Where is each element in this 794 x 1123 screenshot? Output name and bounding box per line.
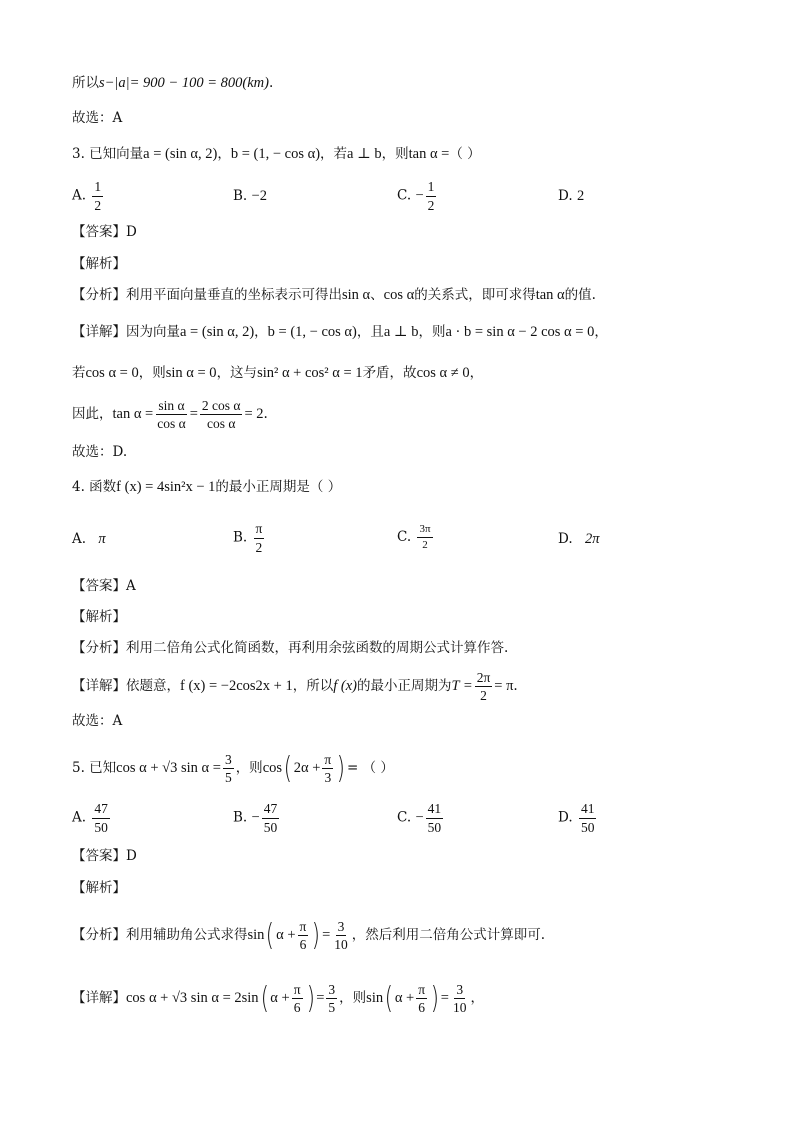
fraction [416, 983, 427, 1015]
denominator: 2 [480, 688, 487, 703]
math-expression: sin [247, 927, 265, 943]
fraction [332, 920, 350, 952]
text: 、 [370, 287, 384, 303]
tag: 【分析】 [72, 927, 126, 943]
answer-line: 【答案】D [72, 848, 137, 864]
text: ， [217, 146, 231, 162]
numerator: 3 [223, 753, 234, 770]
text: ， [594, 324, 608, 340]
answer-line: 【答案】D [72, 224, 137, 240]
sign: − [251, 809, 260, 826]
choice-b [233, 522, 266, 554]
math-expression: sin α [342, 287, 371, 303]
fraction [92, 180, 103, 212]
contradiction-line [72, 364, 483, 382]
detail-line [72, 668, 518, 704]
choice-a [72, 802, 112, 834]
denominator: 50 [580, 819, 595, 835]
tag: 【分析】 [72, 287, 126, 303]
fraction [155, 399, 187, 431]
denominator: cos α [206, 416, 236, 431]
answer-line: 【答案】A [72, 578, 136, 594]
tag: 【详解】 [72, 324, 126, 340]
choice-label: A. [72, 187, 87, 204]
question-lead: 3. 已知向量 [72, 146, 144, 162]
numerator: 2 cos α [200, 399, 243, 416]
math-expression: sin α = 0 [165, 365, 217, 381]
choice-value: −2 [251, 188, 267, 204]
text: 的值. [564, 287, 596, 303]
text: ，则 [138, 365, 166, 381]
question-lead: 5. 已知 [72, 760, 117, 776]
math-expression: a · b = sin α − 2 cos α = 0 [445, 324, 595, 340]
text: ，所以 [292, 678, 334, 694]
math-expression: f (x) = 4sin²x − 1 [116, 479, 216, 495]
math-expression: f (x) [333, 678, 357, 694]
fraction [298, 920, 309, 952]
choice-value: 2π [584, 531, 600, 547]
math-expression: sin [366, 990, 384, 1006]
text: 依题意， [126, 678, 180, 694]
numerator: π [298, 920, 309, 937]
choice-d [558, 802, 598, 834]
fraction [92, 802, 110, 834]
math-expression: = [316, 990, 325, 1006]
fraction [475, 671, 493, 703]
question-4 [72, 478, 341, 496]
denominator: 2 [255, 539, 263, 555]
numerator: π [254, 522, 265, 539]
numerator: 47 [92, 802, 110, 819]
denominator: 5 [224, 770, 232, 785]
text: ，且 [356, 324, 384, 340]
text: ， [469, 365, 484, 381]
math-expression: cos α ≠ 0 [416, 365, 470, 381]
text: 因此， [72, 406, 113, 422]
math-expression: = [440, 990, 449, 1006]
question-3 [72, 145, 481, 163]
choice-label: A. [72, 531, 87, 547]
sign: − [415, 187, 424, 204]
choice-label: B. [233, 529, 248, 546]
fraction [417, 524, 432, 551]
choice-c [397, 180, 438, 212]
choice-value: π [98, 531, 106, 547]
math-expression: α + [394, 990, 415, 1006]
denominator: 5 [328, 1000, 336, 1015]
text: ，若 [320, 146, 348, 162]
answer-blank: （ ） [449, 146, 481, 162]
denominator: 10 [452, 1000, 467, 1015]
select-line: 故选：A [72, 713, 123, 729]
fraction [579, 802, 597, 834]
text: ， [254, 324, 268, 340]
numerator: 3 [326, 983, 337, 1000]
denominator: cos α [157, 416, 186, 431]
math-expression: α + [276, 927, 296, 943]
math-expression: s−|a|= 900 − 100 = 800(km) [99, 75, 269, 91]
choice-c [397, 524, 435, 551]
math-expression: b = (1, − cos α) [230, 146, 321, 162]
sign: − [415, 809, 424, 826]
detail-line: 【详解】cos α + √3 sin α = 2sin( α + $\frac{\pi}{6}$ ) = $\frac{3}{5}$ ，则sin( α + $\frac{\pi}{6}$ ) = $\frac{3}{10}$ ， [72, 980, 484, 1016]
text: . [513, 678, 518, 694]
choice-b [233, 187, 267, 205]
denominator: 50 [263, 819, 278, 835]
fraction [426, 802, 444, 834]
math-expression: sin² α + cos² α = 1 [257, 365, 363, 381]
answer-blank: = （ ） [346, 760, 394, 776]
math-expression: a = (sin α, 2) [180, 324, 255, 340]
question-lead: 4. 函数 [72, 479, 117, 495]
denominator: 3 [324, 770, 332, 785]
math-expression: α + [270, 990, 290, 1006]
choice-label: B. [233, 809, 248, 826]
math-expression: cos α [383, 287, 415, 303]
therefore-line: 因此，tan α = $\frac{\text{sin α}}{\text{cos α}}$ = $\frac{\text{2 cos α}}{\text{cos α}}$ = 2. [72, 397, 268, 431]
text: 若 [72, 365, 86, 381]
text: 利用辅助角公式求得 [126, 927, 248, 943]
denominator: 50 [427, 819, 442, 835]
math-expression: cos α + √3 sin α = [116, 760, 221, 776]
tag: 【详解】 [72, 678, 126, 694]
math-expression: a ⊥ b [347, 146, 382, 162]
analysis-line: 【分析】利用辅助角公式求得sin( α + $\frac{\pi}{6}$ ) = $\frac{3}{10}$ ，然后利用二倍角公式计算即可. [72, 917, 546, 953]
choice-a [72, 530, 106, 548]
text: 的关系式，即可求得 [414, 287, 536, 303]
numerator: 41 [579, 802, 597, 819]
numerator: 47 [262, 802, 280, 819]
text: . [263, 406, 268, 422]
numerator: 1 [426, 180, 437, 197]
denominator: 2 [94, 197, 102, 213]
text: . [268, 75, 274, 91]
fraction [223, 753, 234, 785]
text: ，则 [235, 760, 263, 776]
denominator: 2 [427, 197, 435, 213]
numerator: 3π [417, 524, 432, 538]
math-expression: T = [451, 678, 473, 694]
choice-b [233, 802, 281, 834]
detail-line [72, 323, 608, 341]
numerator: 1 [92, 180, 103, 197]
question-5: 5. 已知cos α + √3 sin α = $\frac{3}{5}$ ，则cos( 2α + $\frac{\pi}{3}$ ) = （ ） [72, 750, 394, 786]
text: 利用二倍角公式化简函数，再利用余弦函数的周期公式计算作答. [126, 640, 509, 656]
choice-d [558, 187, 584, 205]
fraction [451, 983, 469, 1015]
math-expression: 2α + [293, 760, 321, 776]
math-expression: a = (sin α, 2) [143, 146, 218, 162]
text: ，则 [339, 990, 367, 1006]
select-line: 故选：A [72, 110, 123, 126]
fraction [426, 180, 437, 212]
math-expression: cos [262, 760, 283, 776]
tag: 【分析】 [72, 640, 126, 656]
math-expression: tan α = [112, 406, 154, 422]
choice-label: C. [397, 529, 412, 545]
denominator: 6 [293, 1000, 301, 1015]
choice-d [558, 530, 599, 548]
text: ，然后利用二倍角公式计算即可. [351, 927, 546, 943]
numerator: 2π [475, 671, 493, 688]
numerator: 41 [426, 802, 444, 819]
math-expression: f (x) = −2cos2x + 1 [180, 678, 293, 694]
fraction [326, 983, 337, 1015]
numerator: π [416, 983, 427, 1000]
math-expression: b = (1, − cos α) [267, 324, 357, 340]
text: 因为向量 [126, 324, 180, 340]
line-conclusion-distance [72, 74, 273, 92]
math-expression: a ⊥ b [383, 324, 419, 340]
denominator: 10 [334, 937, 348, 952]
choice-a [72, 180, 105, 212]
numerator: 3 [336, 920, 347, 937]
choice-label: D. [558, 188, 573, 204]
jiexi-line: 【解析】 [72, 880, 126, 896]
choice-label: B. [233, 188, 248, 204]
denominator: 50 [94, 819, 108, 835]
text: 的最小正周期是（ ） [215, 479, 342, 495]
tag: 【详解】 [72, 990, 126, 1006]
fraction [262, 802, 280, 834]
text: 所以 [72, 75, 99, 91]
math-expression: tan α = [408, 146, 450, 162]
text: ，这与 [216, 365, 258, 381]
math-expression: cos α + √3 sin α = 2sin [126, 990, 259, 1006]
math-expression: cos α = 0 [85, 365, 139, 381]
denominator: 6 [299, 937, 307, 952]
math-expression: tan α [535, 287, 565, 303]
numerator: 3 [454, 983, 465, 1000]
choice-label: C. [397, 809, 412, 826]
numerator: π [292, 983, 303, 1000]
numerator: sin α [156, 399, 186, 416]
text: 的最小正周期为 [356, 678, 452, 694]
fraction [254, 522, 265, 554]
text: 矛盾，故 [362, 365, 417, 381]
math-expression: = [322, 927, 331, 943]
numerator: π [322, 753, 333, 770]
math-expression: = 2 [244, 406, 264, 422]
choice-label: C. [397, 187, 412, 204]
math-expression: = π [494, 678, 514, 694]
analysis-line [72, 639, 508, 657]
choice-label: A. [72, 809, 87, 826]
text: ，则 [418, 324, 446, 340]
analysis-line [72, 286, 596, 304]
choice-c [397, 802, 445, 834]
denominator: 6 [418, 1000, 425, 1015]
choice-value: 2 [576, 188, 585, 204]
jiexi-line: 【解析】 [72, 609, 126, 625]
fraction [200, 399, 243, 431]
select-line: 故选：D. [72, 444, 128, 460]
fraction [292, 983, 303, 1015]
choice-label: D. [558, 531, 573, 547]
text: 利用平面向量垂直的坐标表示可得出 [126, 287, 342, 303]
text: ， [470, 990, 484, 1006]
jiexi-line: 【解析】 [72, 256, 126, 272]
denominator: 2 [422, 539, 428, 551]
fraction [322, 753, 333, 785]
text: ，则 [381, 146, 409, 162]
choice-label: D. [558, 809, 573, 826]
